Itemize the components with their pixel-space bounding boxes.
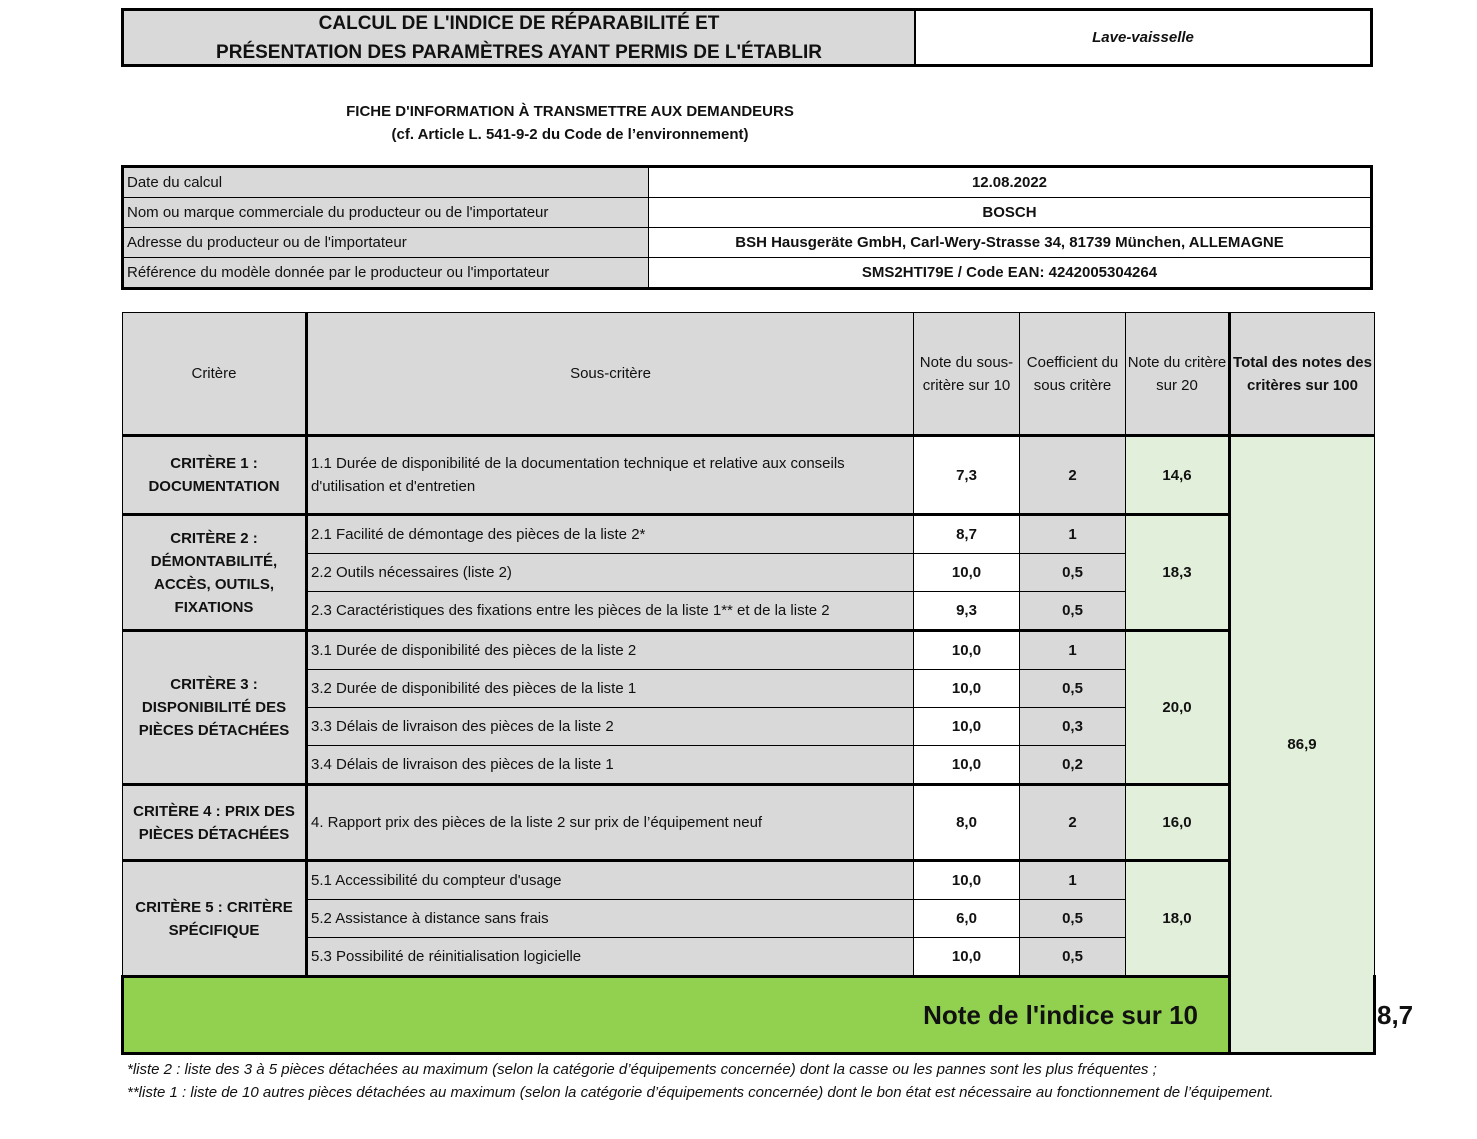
info-label: Adresse du producteur ou de l'importateur <box>123 228 649 258</box>
sub-criterion-label: 3.3 Délais de livraison des pièces de la liste 2 <box>307 708 914 746</box>
sub-criterion-label: 2.1 Facilité de démontage des pièces de la liste 2* <box>307 515 914 554</box>
criterion-1-note20: 14,6 <box>1126 436 1230 515</box>
final-row: Note de l'indice sur 10 8,7 <box>123 977 1375 1054</box>
criterion-2-name: CRITÈRE 2 : DÉMONTABILITÉ, ACCÈS, OUTILS, FIXATIONS <box>123 515 307 631</box>
sub-criterion-label: 3.4 Délais de livraison des pièces de la liste 1 <box>307 746 914 785</box>
info-row <box>123 258 1372 289</box>
sub-criterion-coef: 0,5 <box>1020 938 1126 977</box>
total-score: 86,9 <box>1230 436 1375 1054</box>
info-label: Référence du modèle donnée par le producteur ou l'importateur <box>123 258 649 289</box>
title-line-1: CALCUL DE L'INDICE DE RÉPARABILITÉ ET <box>318 12 720 34</box>
info-row <box>123 167 1372 198</box>
sub-criterion-coef: 0,5 <box>1020 670 1126 708</box>
sub-criterion-note: 7,3 <box>914 436 1020 515</box>
sub-criterion-coef: 1 <box>1020 631 1126 670</box>
sub-criterion-note: 9,3 <box>914 592 1020 631</box>
fiche-line-2: (cf. Article L. 541-9-2 du Code de l’environnement) <box>391 126 749 143</box>
info-row <box>123 198 1372 228</box>
criterion-3-note20: 20,0 <box>1126 631 1230 785</box>
info-value: BOSCH <box>649 198 1372 228</box>
info-label: Nom ou marque commerciale du producteur ou de l'importateur <box>123 198 649 228</box>
table-row <box>123 631 1375 670</box>
criterion-4-note20: 16,0 <box>1126 785 1230 861</box>
sub-criterion-note: 10,0 <box>914 861 1020 900</box>
header-row <box>123 313 1375 436</box>
document-title <box>124 11 916 64</box>
product-type: Lave-vaisselle <box>1092 29 1194 46</box>
sub-criterion-label: 1.1 Durée de disponibilité de la documentation technique et relative aux conseils d'utilisation et d'entretien <box>307 436 914 515</box>
header-sous-critere: Sous-critère <box>307 313 914 436</box>
table-row <box>123 785 1375 861</box>
document-header <box>121 8 1373 67</box>
sub-criterion-coef: 0,5 <box>1020 900 1126 938</box>
sub-criterion-note: 8,7 <box>914 515 1020 554</box>
sub-criterion-coef: 0,5 <box>1020 554 1126 592</box>
sub-criterion-label: 5.1 Accessibilité du compteur d'usage <box>307 861 914 900</box>
sub-criterion-note: 6,0 <box>914 900 1020 938</box>
sub-criterion-note: 8,0 <box>914 785 1020 861</box>
sub-criterion-coef: 0,5 <box>1020 592 1126 631</box>
fiche-line-1: FICHE D'INFORMATION À TRANSMETTRE AUX DEMANDEURS <box>346 103 794 120</box>
header-note10: Note du sous-critère sur 10 <box>914 313 1020 436</box>
title-line-2: PRÉSENTATION DES PARAMÈTRES AYANT PERMIS DE L'ÉTABLIR <box>216 41 822 63</box>
header-note20: Note du critère sur 20 <box>1126 313 1230 436</box>
criterion-1-name: CRITÈRE 1 : DOCUMENTATION <box>123 436 307 515</box>
criterion-3-name: CRITÈRE 3 : DISPONIBILITÉ DES PIÈCES DÉTACHÉES <box>123 631 307 785</box>
sub-criterion-label: 3.1 Durée de disponibilité des pièces de la liste 2 <box>307 631 914 670</box>
header-total: Total des notes des critères sur 100 <box>1230 313 1375 436</box>
info-label: Date du calcul <box>123 167 649 198</box>
sub-criterion-label: 4. Rapport prix des pièces de la liste 2 sur prix de l’équipement neuf <box>307 785 914 861</box>
sub-criterion-coef: 1 <box>1020 515 1126 554</box>
info-value: 12.08.2022 <box>649 167 1372 198</box>
final-score-label: Note de l'indice sur 10 <box>123 977 1230 1054</box>
sub-criterion-label: 2.2 Outils nécessaires (liste 2) <box>307 554 914 592</box>
header-coef: Coefficient du sous critère <box>1020 313 1126 436</box>
criterion-5-name: CRITÈRE 5 : CRITÈRE SPÉCIFIQUE <box>123 861 307 977</box>
footnotes <box>127 1058 1274 1104</box>
sub-criterion-coef: 0,3 <box>1020 708 1126 746</box>
sub-criterion-label: 5.2 Assistance à distance sans frais <box>307 900 914 938</box>
sub-criterion-coef: 2 <box>1020 785 1126 861</box>
sub-criterion-coef: 1 <box>1020 861 1126 900</box>
info-row <box>123 228 1372 258</box>
sub-criterion-note: 10,0 <box>914 670 1020 708</box>
fiche-heading <box>300 100 840 146</box>
criterion-5-note20: 18,0 <box>1126 861 1230 977</box>
sub-criterion-label: 3.2 Durée de disponibilité des pièces de la liste 1 <box>307 670 914 708</box>
footnote-liste-1: **liste 1 : liste de 10 autres pièces détachées au maximum (selon la catégorie d’équipements concernée) dont le bon état est nécessaire au fonctionnement de l’équipement. <box>127 1084 1274 1101</box>
header-critere: Critère <box>123 313 307 436</box>
sub-criterion-note: 10,0 <box>914 746 1020 785</box>
sub-criterion-coef: 0,2 <box>1020 746 1126 785</box>
criterion-2-note20: 18,3 <box>1126 515 1230 631</box>
info-value: BSH Hausgeräte GmbH, Carl-Wery-Strasse 34, 81739 München, ALLEMAGNE <box>649 228 1372 258</box>
info-value: SMS2HTI79E / Code EAN: 4242005304264 <box>649 258 1372 289</box>
sub-criterion-label: 2.3 Caractéristiques des fixations entre les pièces de la liste 1** et de la liste 2 <box>307 592 914 631</box>
table-row <box>123 861 1375 900</box>
table-row <box>123 515 1375 554</box>
sub-criterion-note: 10,0 <box>914 708 1020 746</box>
sub-criterion-note: 10,0 <box>914 554 1020 592</box>
table-row <box>123 436 1375 515</box>
sub-criterion-coef: 2 <box>1020 436 1126 515</box>
sub-criterion-note: 10,0 <box>914 631 1020 670</box>
sub-criterion-note: 10,0 <box>914 938 1020 977</box>
footnote-liste-2: *liste 2 : liste des 3 à 5 pièces détachées au maximum (selon la catégorie d’équipements concernée) dont la casse ou les pannes sont les plus fréquentes ; <box>127 1061 1157 1078</box>
criterion-4-name: CRITÈRE 4 : PRIX DES PIÈCES DÉTACHÉES <box>123 785 307 861</box>
info-table <box>121 165 1373 290</box>
sub-criterion-label: 5.3 Possibilité de réinitialisation logicielle <box>307 938 914 977</box>
score-table <box>121 312 1414 1055</box>
